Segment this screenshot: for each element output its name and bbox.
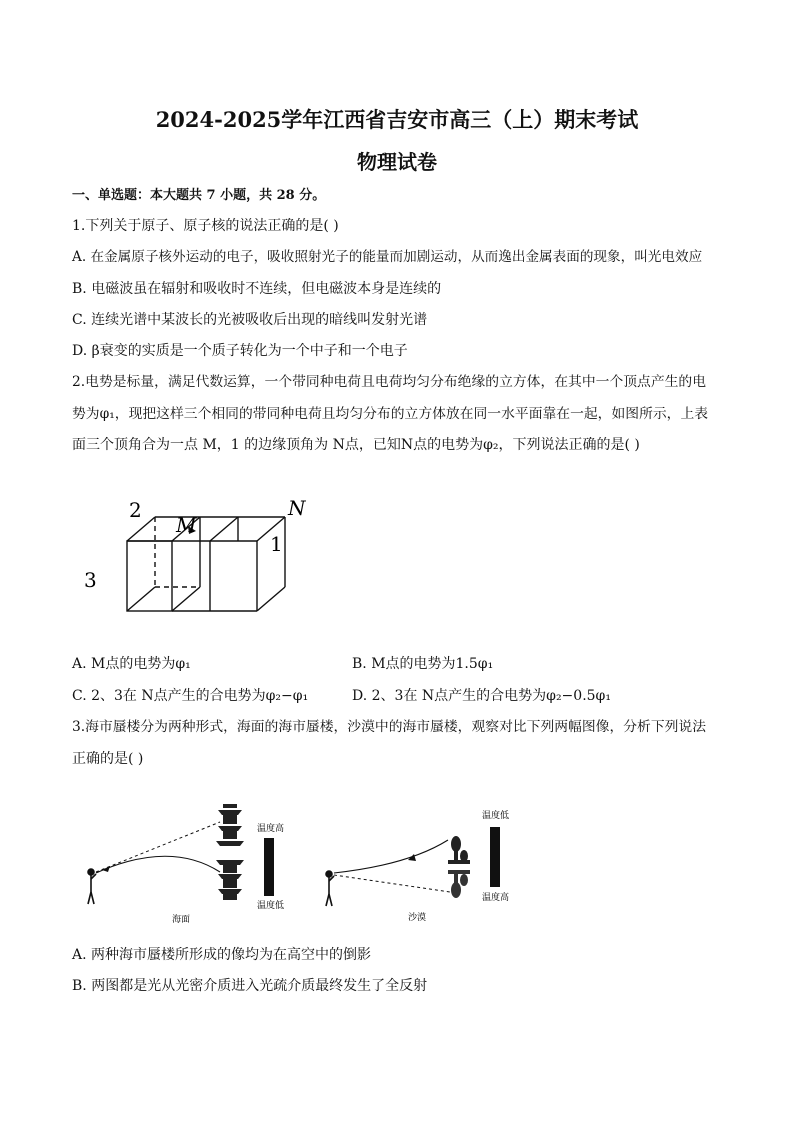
q2-stem-line1: 2.电势是标量，满足代数运算，一个带同种电荷且电荷均匀分布绝缘的立方体，在其中一个顶点产生的电 bbox=[72, 374, 707, 390]
q1-option-b: B. 电磁波虽在辐射和吸收时不连续，但电磁波本身是连续的 bbox=[72, 281, 442, 297]
cube-label-1: 1 bbox=[270, 532, 283, 556]
q1-option-d: D. β衰变的实质是一个质子转化为一个中子和一个电子 bbox=[72, 343, 408, 359]
desert-temp-low: 温度低 bbox=[482, 811, 510, 821]
q3-option-a: A. 两种海市蜃楼所形成的像均为在高空中的倒影 bbox=[72, 947, 372, 963]
desert-caption: 沙漠 bbox=[408, 913, 427, 923]
q3-stem-line1: 3.海市蜃楼分为两种形式，海面的海市蜃楼，沙漠中的海市蜃楼，观察对比下列两幅图像，分析下列说法 bbox=[72, 719, 707, 735]
sea-temp-high: 温度高 bbox=[257, 824, 285, 834]
cube-label-3: 3 bbox=[84, 568, 97, 592]
pagoda-image-icon bbox=[216, 804, 244, 846]
q2-stem-line3: 面三个顶角合为一点 M，1 的边缘顶角为 N点，已知N点的电势为φ₂，下列说法正确的是( ) bbox=[72, 437, 640, 453]
q3-option-b: B. 两图都是光从光密介质进入光疏介质最终发生了全反射 bbox=[72, 978, 428, 994]
cube-label-m: M bbox=[176, 513, 197, 537]
cube-label-2: 2 bbox=[129, 498, 142, 522]
q3-stem-line2: 正确的是( ) bbox=[72, 751, 144, 767]
cube-label-n: N bbox=[288, 496, 306, 520]
tree-image-icon bbox=[448, 870, 470, 898]
tree-object-icon bbox=[448, 836, 470, 864]
temperature-gradient-bar bbox=[490, 827, 500, 887]
desert-temp-high: 温度高 bbox=[482, 893, 510, 903]
q2-option-a: A. M点的电势为φ₁ bbox=[72, 656, 191, 672]
q2-stem-line2: 势为φ₁，现把这样三个相同的带同种电荷且均匀分布的立方体放在同一水平面靠在一起，如图所示，上表 bbox=[72, 406, 709, 422]
observer-icon bbox=[88, 869, 96, 904]
sea-temp-low: 温度低 bbox=[257, 901, 285, 911]
exam-subtitle: 物理试卷 bbox=[357, 150, 437, 174]
desert-mirage-figure bbox=[318, 800, 528, 930]
sea-mirage-figure bbox=[80, 800, 300, 930]
sea-caption: 海面 bbox=[172, 915, 191, 925]
observer-icon bbox=[326, 871, 334, 906]
q1-option-a: A. 在金属原子核外运动的电子，吸收照射光子的能量而加剧运动，从而逸出金属表面的现象，叫光电效应 bbox=[72, 249, 703, 265]
q1-option-c: C. 连续光谱中某波长的光被吸收后出现的暗线叫发射光谱 bbox=[72, 312, 428, 328]
q1-stem: 1.下列关于原子、原子核的说法正确的是( ) bbox=[72, 218, 339, 234]
exam-title: 2024-2025学年江西省吉安市高三（上）期末考试 bbox=[155, 107, 639, 132]
q2-option-b: B. M点的电势为1.5φ₁ bbox=[352, 656, 494, 672]
cubes-figure bbox=[80, 490, 330, 635]
pagoda-object-icon bbox=[216, 860, 244, 900]
q2-option-d: D. 2、3在 N点产生的合电势为φ₂−0.5φ₁ bbox=[352, 688, 611, 704]
temperature-gradient-bar bbox=[264, 838, 274, 896]
section-heading: 一、单选题：本大题共 7 小题，共 28 分。 bbox=[72, 188, 326, 203]
q2-option-c: C. 2、3在 N点产生的合电势为φ₂−φ₁ bbox=[72, 688, 309, 704]
